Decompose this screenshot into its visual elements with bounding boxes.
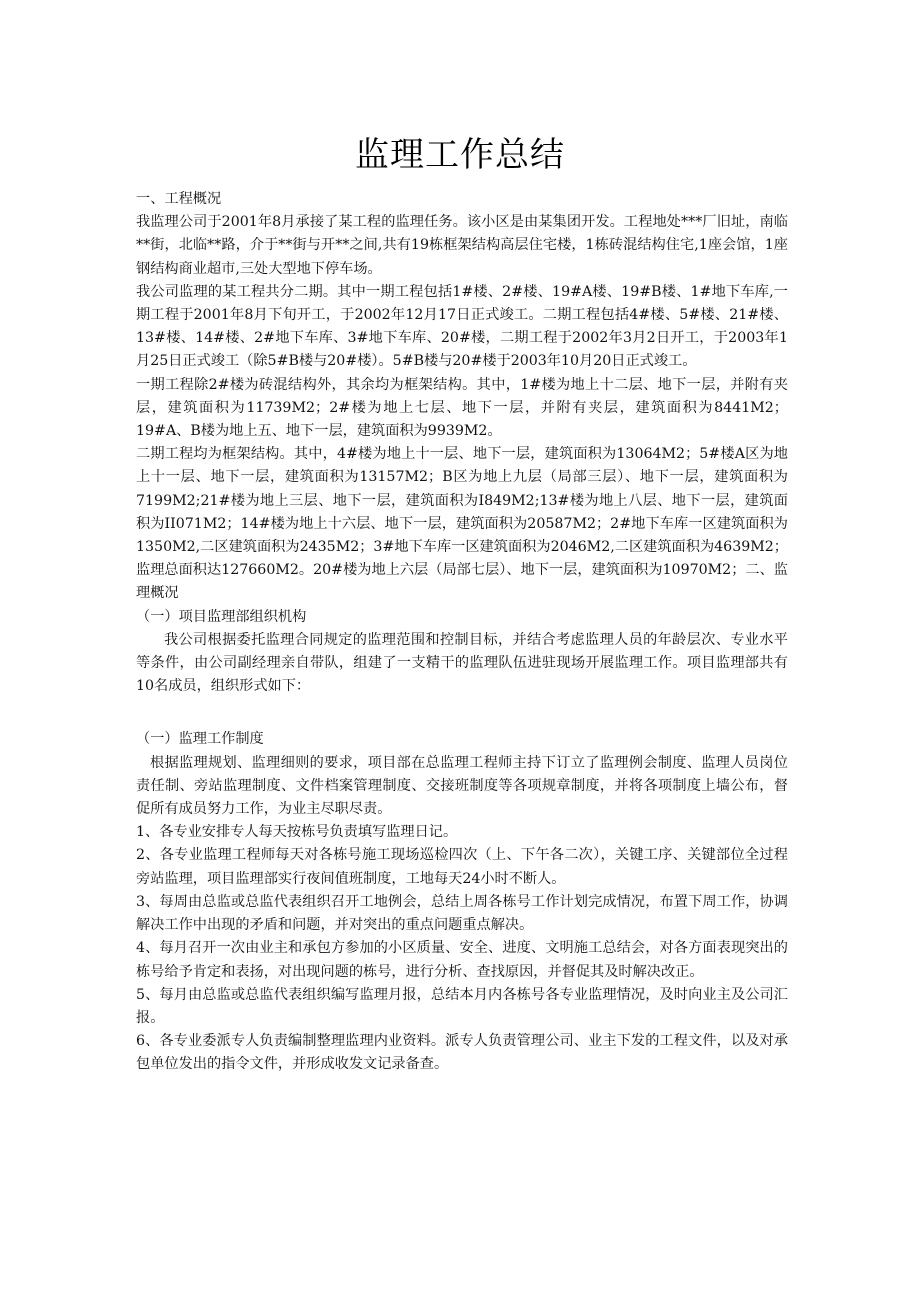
paragraph-organization: 我公司根据委托监理合同规定的监理范围和控制目标，并结合考虑监理人员的年龄层次、专业水平等条件，由公司副经理亲自带队，组建了一支精干的监理队伍进驻现场开展监理工作。项目监理部共有10名成员，组织形式如下： — [136, 631, 788, 695]
list-item-3: 3、每周由总监或总监代表组织召开工地例会，总结上周各栋号工作计划完成情况，布置下周工作，协调解决工作中出现的矛盾和问题，并对突出的重点问题重点解决。 — [136, 893, 788, 934]
paragraph-phase-two-structure: 二期工程均为框架结构。其中，4#楼为地上十一层、地下一层，建筑面积为13064M2；5#楼A区为地上十一层、地下一层，建筑面积为13157M2；B区为地上九层（局部三层）、地下一层，建筑面积为7199M2;21#楼为地上三层、地下一层，建筑面积为I849M2;13#楼为地上八层、地下一层，建筑面积为II071M2；14#楼为地上十六层、地下一层，建筑面积为20587M2；2#地下车库一区建筑面积为1350M2,二区建筑面积为2435M2；3#地下车库一区建筑面积为2046M2,二区建筑面积为4639M2；监理总面积达127660M2。20#楼为地上六层（局部七层）、地下一层，建筑面积为10970M2；二、监理概况 — [136, 446, 788, 602]
org-chart-spacer — [136, 698, 788, 728]
list-item-4: 4、每月召开一次由业主和承包方参加的小区质量、安全、进度、文明施工总结会，对各方面表现突出的栋号给予肯定和表扬，对出现问题的栋号，进行分析、查找原因，并督促其及时解决改正。 — [136, 940, 788, 980]
list-item-5: 5、每月由总监或总监代表组织编写监理月报，总结本月内各栋号各专业监理情况，及时向业主及公司汇报。 — [136, 986, 788, 1026]
subheading-work-system: （一）监理工作制度 — [136, 731, 264, 748]
section-heading-project-overview: 一、工程概况 — [136, 191, 222, 207]
document-body — [136, 188, 788, 1077]
paragraph-work-system: 根据监理规划、监理细则的要求，项目部在总监理工程师主持下订立了监理例会制度、监理人员岗位责任制、旁站监理制度、文件档案管理制度、交接班制度等各项规章制度，并将各项制度上墙公布，督促所有成员努力工作，为业主尽职尽责。 — [136, 754, 788, 818]
list-item-6: 6、各专业委派专人负责编制整理监理内业资料。派专人负责管理公司、业主下发的工程文件，以及对承包单位发出的指令文件，并形成收发文记录备查。 — [136, 1033, 788, 1073]
paragraph-project-phases: 我公司监理的某工程共分二期。其中一期工程包括1#楼、2#楼、19#A楼、19#B楼、1#地下车库,一期工程于2001年8月下旬开工，于2002年12月17日正式竣工。二期工程包括4#楼、5#楼、21#楼、13#楼、14#楼、2#地下车库、3#地下车库、20#楼，二期工程于2002年3月2日开工，于2003年1月25日正式竣工（除5#B楼与20#楼）。5#B楼与20#楼于2003年10月20日正式竣工。 — [136, 283, 788, 370]
list-item-1: 1、各专业安排专人每天按栋号负责填写监理日记。 — [136, 824, 458, 841]
paragraph-project-intro: 我监理公司于2001年8月承接了某工程的监理任务。该小区是由某集团开发。工程地处***厂旧址，南临**街，北临**路，介于**街与开**之间,共有19栋框架结构高层住宅楼，1栋砖混结构住宅,1座会馆，1座钢结构商业超市,三处大型地下停车场。 — [136, 214, 788, 277]
list-item-2: 2、各专业监理工程师每天对各栋号施工现场巡检四次（上、下午各二次），关键工序、关键部位全过程旁站监理，项目监理部实行夜间值班制度，工地每天24小时不断人。 — [136, 847, 788, 887]
document-title: 监理工作总结 — [355, 135, 565, 175]
subheading-organization: （一）项目监理部组织机构 — [136, 608, 307, 625]
paragraph-phase-one-structure: 一期工程除2#楼为砖混结构外，其余均为框架结构。其中，1#楼为地上十二层、地下一层，并附有夹层，建筑面积为11739M2；2#楼为地上七层、地下一层，并附有夹层，建筑面积为8441M2；19#A、B楼为地上五、地下一层，建筑面积为9939M2。 — [136, 376, 788, 440]
